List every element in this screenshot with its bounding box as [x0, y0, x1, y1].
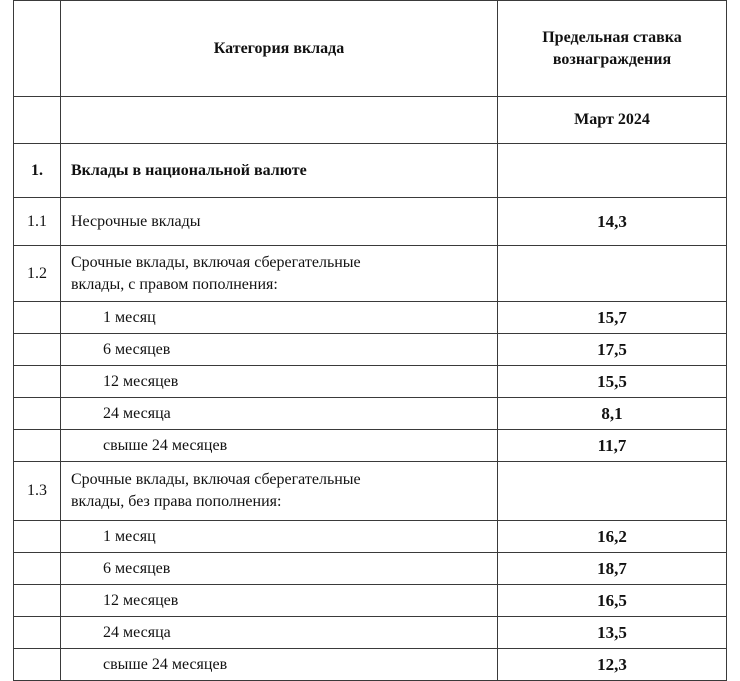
row-rate: [498, 246, 727, 302]
row-label: 12 месяцев: [61, 585, 498, 617]
table-header-row: [14, 1, 727, 97]
row-label: [61, 246, 498, 302]
row-label: [61, 462, 498, 521]
row-label: 24 месяца: [61, 398, 498, 430]
row-rate: 13,5: [498, 617, 727, 649]
row-num: 1.3: [14, 462, 61, 521]
table-row: [14, 617, 727, 649]
row-label: свыше 24 месяцев: [61, 430, 498, 462]
row-num: 1.2: [14, 246, 61, 302]
table-row: [14, 398, 727, 430]
header-period: Март 2024: [498, 97, 727, 144]
row-rate: [498, 144, 727, 198]
table-row: [14, 246, 727, 302]
row-label: 1 месяц: [61, 521, 498, 553]
table-row: [14, 585, 727, 617]
row-label: 6 месяцев: [61, 553, 498, 585]
row-label: свыше 24 месяцев: [61, 649, 498, 681]
header-rate: [498, 1, 727, 97]
table-row: [14, 430, 727, 462]
row-num: 1.: [14, 144, 61, 198]
table-row: [14, 198, 727, 246]
row-num: [14, 553, 61, 585]
row-rate: 15,7: [498, 302, 727, 334]
row-rate: 14,3: [498, 198, 727, 246]
row-num: [14, 649, 61, 681]
table-row: [14, 302, 727, 334]
row-label: 1 месяц: [61, 302, 498, 334]
row-label-line1: Срочные вклады, включая сберегательные: [71, 471, 361, 488]
row-num: [14, 302, 61, 334]
row-num: [14, 430, 61, 462]
row-label-line2: вклады, с правом пополнения:: [71, 275, 278, 293]
table-row: [14, 366, 727, 398]
row-rate: 16,5: [498, 585, 727, 617]
row-label-line1: Срочные вклады, включая сберегательные: [71, 253, 361, 271]
table-row: [14, 553, 727, 585]
table-row: [14, 144, 727, 198]
row-label: 12 месяцев: [61, 366, 498, 398]
period-num-cell: [14, 97, 61, 144]
table-row: [14, 334, 727, 366]
row-num: 1.1: [14, 198, 61, 246]
table-row: [14, 649, 727, 681]
deposit-rates-table: [13, 0, 727, 681]
row-rate: [498, 462, 727, 521]
row-num: [14, 521, 61, 553]
row-num: [14, 366, 61, 398]
row-rate: 15,5: [498, 366, 727, 398]
row-rate: 8,1: [498, 398, 727, 430]
row-num: [14, 334, 61, 366]
row-rate: 18,7: [498, 553, 727, 585]
row-label: Вклады в национальной валюте: [61, 144, 498, 198]
row-num: [14, 398, 61, 430]
row-label: 6 месяцев: [61, 334, 498, 366]
row-num: [14, 585, 61, 617]
row-rate: 16,2: [498, 521, 727, 553]
row-rate: 11,7: [498, 430, 727, 462]
table-period-row: [14, 97, 727, 144]
row-label: 24 месяца: [61, 617, 498, 649]
period-category-cell: [61, 97, 498, 144]
row-label-line2: вклады, без права пополнения:: [71, 493, 282, 510]
table-row: [14, 521, 727, 553]
row-label: Несрочные вклады: [61, 198, 498, 246]
row-rate: 12,3: [498, 649, 727, 681]
header-category: Категория вклада: [61, 1, 498, 97]
row-num: [14, 617, 61, 649]
header-num-cell: [14, 1, 61, 97]
row-rate: 17,5: [498, 334, 727, 366]
header-rate-line2: вознаграждения: [552, 50, 672, 68]
table-row: [14, 462, 727, 521]
header-rate-line1: Предельная ставка: [542, 28, 682, 46]
